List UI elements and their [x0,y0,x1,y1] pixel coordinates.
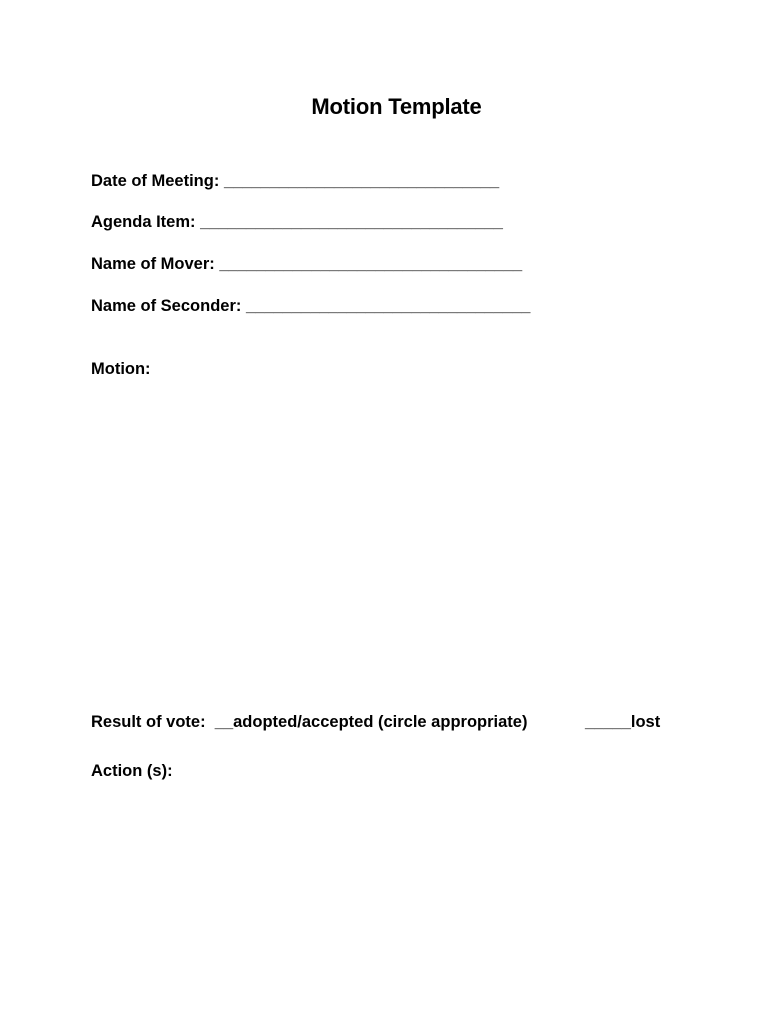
name-of-mover-label: Name of Mover: [91,255,215,273]
result-of-vote-label: Result of vote: [91,713,206,731]
name-of-seconder-label: Name of Seconder: [91,297,242,315]
date-of-meeting-label: Date of Meeting: [91,172,220,190]
result-of-vote-field [91,712,527,732]
agenda-item-field [91,212,503,232]
name-of-seconder-blank[interactable]: _______________________________ [245,297,531,315]
agenda-item-blank[interactable]: _________________________________ [200,213,503,231]
result-adopted-option[interactable]: __adopted/accepted (circle appropriate) [214,713,528,731]
result-lost-option[interactable]: _____lost [585,713,661,731]
name-of-mover-field [91,254,522,274]
date-of-meeting-blank[interactable]: ______________________________ [223,172,500,190]
motion-label: Motion: [91,360,151,378]
date-of-meeting-field [91,171,499,191]
agenda-item-label: Agenda Item: [91,213,196,231]
page-title: Motion Template [311,94,482,119]
action-label: Action (s): [91,762,173,780]
name-of-mover-blank[interactable]: _________________________________ [219,255,523,273]
name-of-seconder-field [91,296,530,316]
